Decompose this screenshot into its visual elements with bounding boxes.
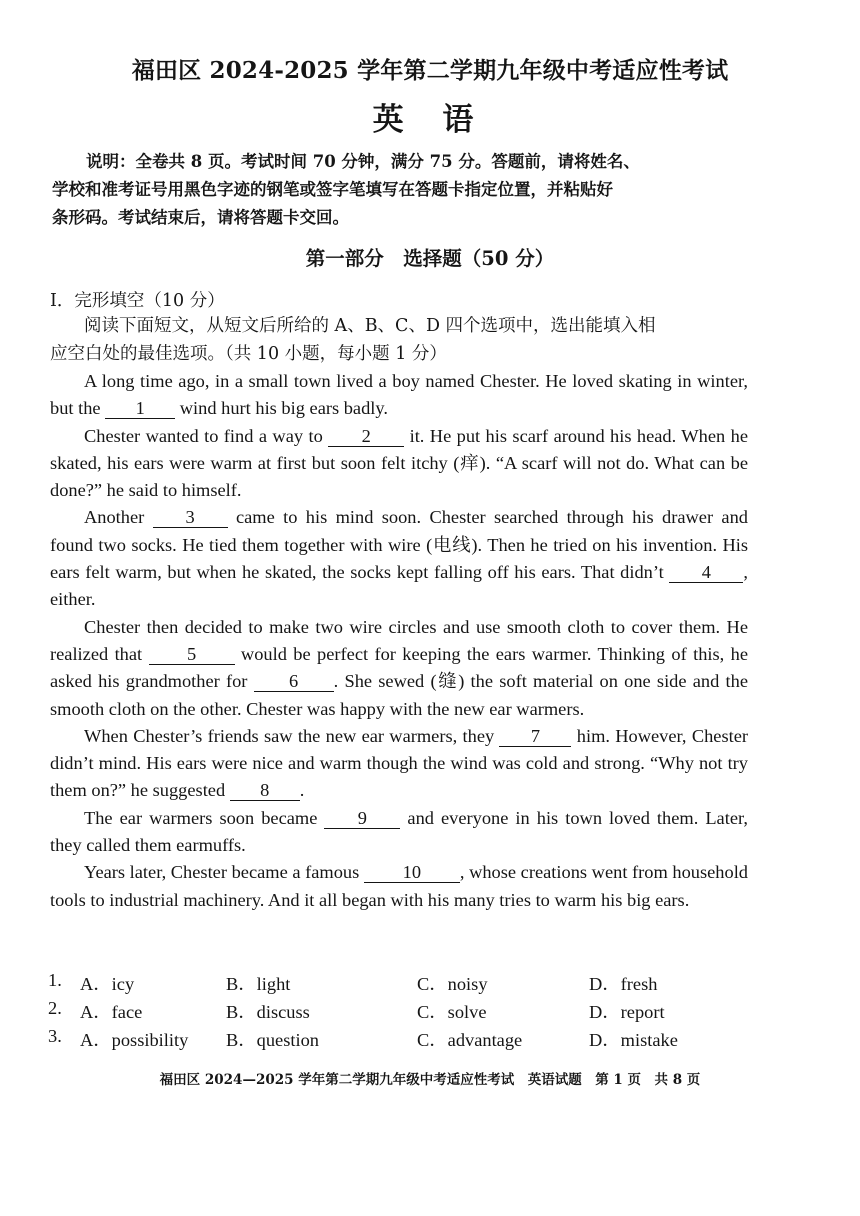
passage-paragraph (50, 723, 748, 805)
passage-text: and everyone in his town loved them. Later, they called them earmuffs. (50, 807, 748, 856)
blank-2: 2 (328, 427, 404, 447)
passage-text: Years later, Chester became a famous (84, 862, 364, 883)
passage-text: , either. (50, 562, 748, 610)
option-d: D．fresh (589, 974, 658, 994)
question-row (48, 1026, 768, 1054)
instructions-line-1: 说明：全卷共 8 页。考试时间 70 分钟，满分 75 分。答题前，请将姓名、 (86, 152, 640, 171)
blank-1: 1 (105, 399, 175, 419)
passage-text: Chester then decided to make two wire circles and use smooth cloth to cover them. He realized that (50, 616, 748, 664)
blank-4: 4 (669, 563, 743, 583)
question-row (48, 998, 768, 1026)
question-row (48, 970, 768, 998)
passage-paragraph (50, 614, 748, 723)
passage-paragraph (50, 504, 748, 613)
passage-paragraph (50, 368, 748, 423)
passage-text: , whose creations went from household tools to industrial machinery. And it all began with his many tries to warm his big ears. (50, 862, 748, 910)
question-number: 3. (48, 1026, 62, 1046)
question-number: 2. (48, 998, 62, 1018)
exam-title: 福田区 2024-2025 学年第二学期九年级中考适应性考试 (131, 57, 729, 84)
passage-text: . (299, 780, 305, 801)
passage-text: When Chester’s friends saw the new ear warmers, they (84, 725, 500, 746)
instructions-line-2: 学校和准考证号用黑色字迹的钢笔或签字笔填写在答题卡指定位置，并粘贴好 (52, 180, 613, 199)
passage-text: Another (84, 507, 153, 528)
instructions-line-3: 条形码。考试结束后，请将答题卡交回。 (52, 208, 349, 227)
passage-text: would be perfect for keeping the ears warmer. Thinking of this, he asked his grandmother for (50, 643, 748, 692)
passage-text: came to his mind soon. Chester searched through his drawer and found two socks. He tied them together with wire (电线). Then he tried on his invention. His ears felt warm, but when he skated, the socks kept falling off his ears. That didn’t (50, 507, 748, 583)
option-a: A．icy (80, 974, 135, 994)
option-c: C．noisy (417, 974, 488, 994)
option-b: B．discuss (226, 1002, 310, 1022)
passage-text: A long time ago, in a small town lived a boy named Chester. He loved skating in winter, but the (50, 371, 748, 419)
directions-line-2: 应空白处的最佳选项。（共 10 小题，每小题 1 分） (50, 344, 447, 364)
passage-text: The ear warmers soon became (84, 807, 325, 828)
section-directions (50, 312, 756, 368)
option-a: A．face (80, 1002, 143, 1022)
part-title: 第一部分 选择题（50 分） (305, 247, 555, 270)
question-options (48, 970, 768, 1054)
blank-9: 9 (324, 809, 400, 829)
option-a: A．possibility (80, 1030, 189, 1050)
option-b: B．light (226, 974, 291, 994)
question-number: 1. (48, 970, 62, 990)
cloze-passage (50, 368, 748, 914)
blank-5: 5 (149, 645, 235, 665)
passage-paragraph (50, 859, 748, 914)
passage-paragraph (50, 805, 748, 860)
blank-10: 10 (364, 863, 460, 883)
passage-text: it. He put his scarf around his head. When he skated, his ears were warm at first but soon felt itchy (痒). “A scarf will not do. What can be done?” he said to himself. (50, 425, 748, 501)
passage-text: wind hurt his big ears badly. (175, 398, 388, 419)
passage-paragraph (50, 423, 748, 505)
section-title: I．完形填空（10 分） (50, 291, 225, 311)
passage-text: him. However, Chester didn’t mind. His ears were nice and warm though the wind was cold and strong. “Why not try them on?” he suggested (50, 725, 748, 801)
page-footer: 福田区 2024—2025 学年第二学期九年级中考适应性考试 英语试题 第 1 页 共 8 页 (159, 1072, 701, 1088)
blank-7: 7 (499, 727, 571, 747)
blank-8: 8 (230, 781, 300, 801)
instructions (52, 148, 758, 232)
blank-3: 3 (153, 508, 228, 528)
option-d: D．report (589, 1002, 665, 1022)
subject-title: 英 语 (372, 102, 488, 138)
option-d: D．mistake (589, 1030, 678, 1050)
passage-text: Chester wanted to find a way to (84, 425, 329, 446)
option-c: C．advantage (417, 1030, 523, 1050)
directions-line-1: 阅读下面短文，从短文后所给的 A、B、C、D 四个选项中，选出能填入相 (84, 316, 656, 336)
blank-6: 6 (254, 672, 334, 692)
option-b: B．question (226, 1030, 319, 1050)
option-c: C．solve (417, 1002, 487, 1022)
passage-text: . She sewed (缝) the soft material on one side and the smooth cloth on the other. Chester was happy with the new ear warmers. (50, 671, 748, 719)
